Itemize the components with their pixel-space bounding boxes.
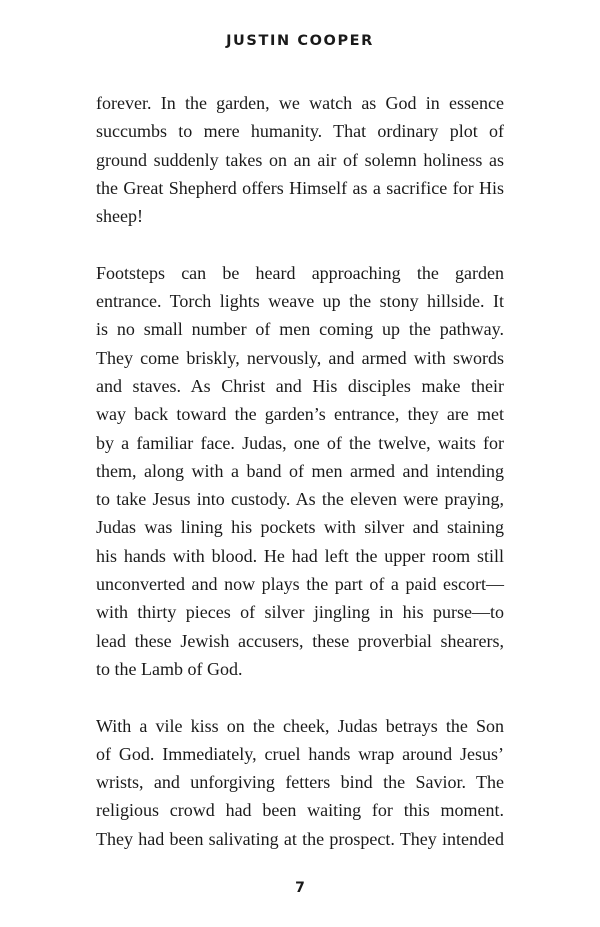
text-line: with thirty pieces of silver jingling in his purse—to [96,602,504,623]
text-line: succumbs to mere humanity. That ordinary plot of [96,121,504,142]
text-line: his hands with blood. He had left the upper room still [96,545,504,566]
running-head: JUSTIN COOPER [226,33,374,49]
text-line: is no small number of men coming up the pathway. [96,319,504,340]
text-line: Footsteps can be heard approaching the garden [96,262,504,283]
text-line: ground suddenly takes on an air of solemn holiness as [96,149,504,170]
paragraph-1 [96,89,504,230]
paragraph-3 [96,712,504,853]
text-line: and staves. As Christ and His disciples make their [96,375,504,396]
text-line: With a vile kiss on the cheek, Judas betrays the Son [96,715,504,736]
text-line: to take Jesus into custody. As the eleven were praying, [96,489,504,510]
text-line: unconverted and now plays the part of a paid escort— [96,574,504,595]
text-line: entrance. Torch lights weave up the stony hillside. It [96,291,504,312]
text-line: to the Lamb of God. [96,658,243,679]
paragraph-2 [96,259,504,683]
text-line: by a familiar face. Judas, one of the twelve, waits for [96,432,504,453]
text-line: the Great Shepherd offers Himself as a sacrifice for His [96,177,504,198]
text-line: them, along with a band of men armed and intending [96,460,504,481]
page-number: 7 [295,880,305,896]
text-line: They had been salivating at the prospect. They intended [96,828,504,849]
text-line: They come briskly, nervously, and armed with swords [96,347,504,368]
text-line: religious crowd had been waiting for this moment. [96,800,504,821]
text-line: wrists, and unforgiving fetters bind the Savior. The [96,772,504,793]
text-line: lead these Jewish accusers, these proverbial shearers, [96,630,504,651]
text-line: forever. In the garden, we watch as God in essence [96,93,504,113]
text-line: sheep! [96,206,143,227]
body-text [96,89,504,853]
text-line: Judas was lining his pockets with silver and staining [96,517,504,538]
text-line: way back toward the garden’s entrance, they are met [96,404,504,425]
text-line: of God. Immediately, cruel hands wrap around Jesus’ [96,743,504,764]
